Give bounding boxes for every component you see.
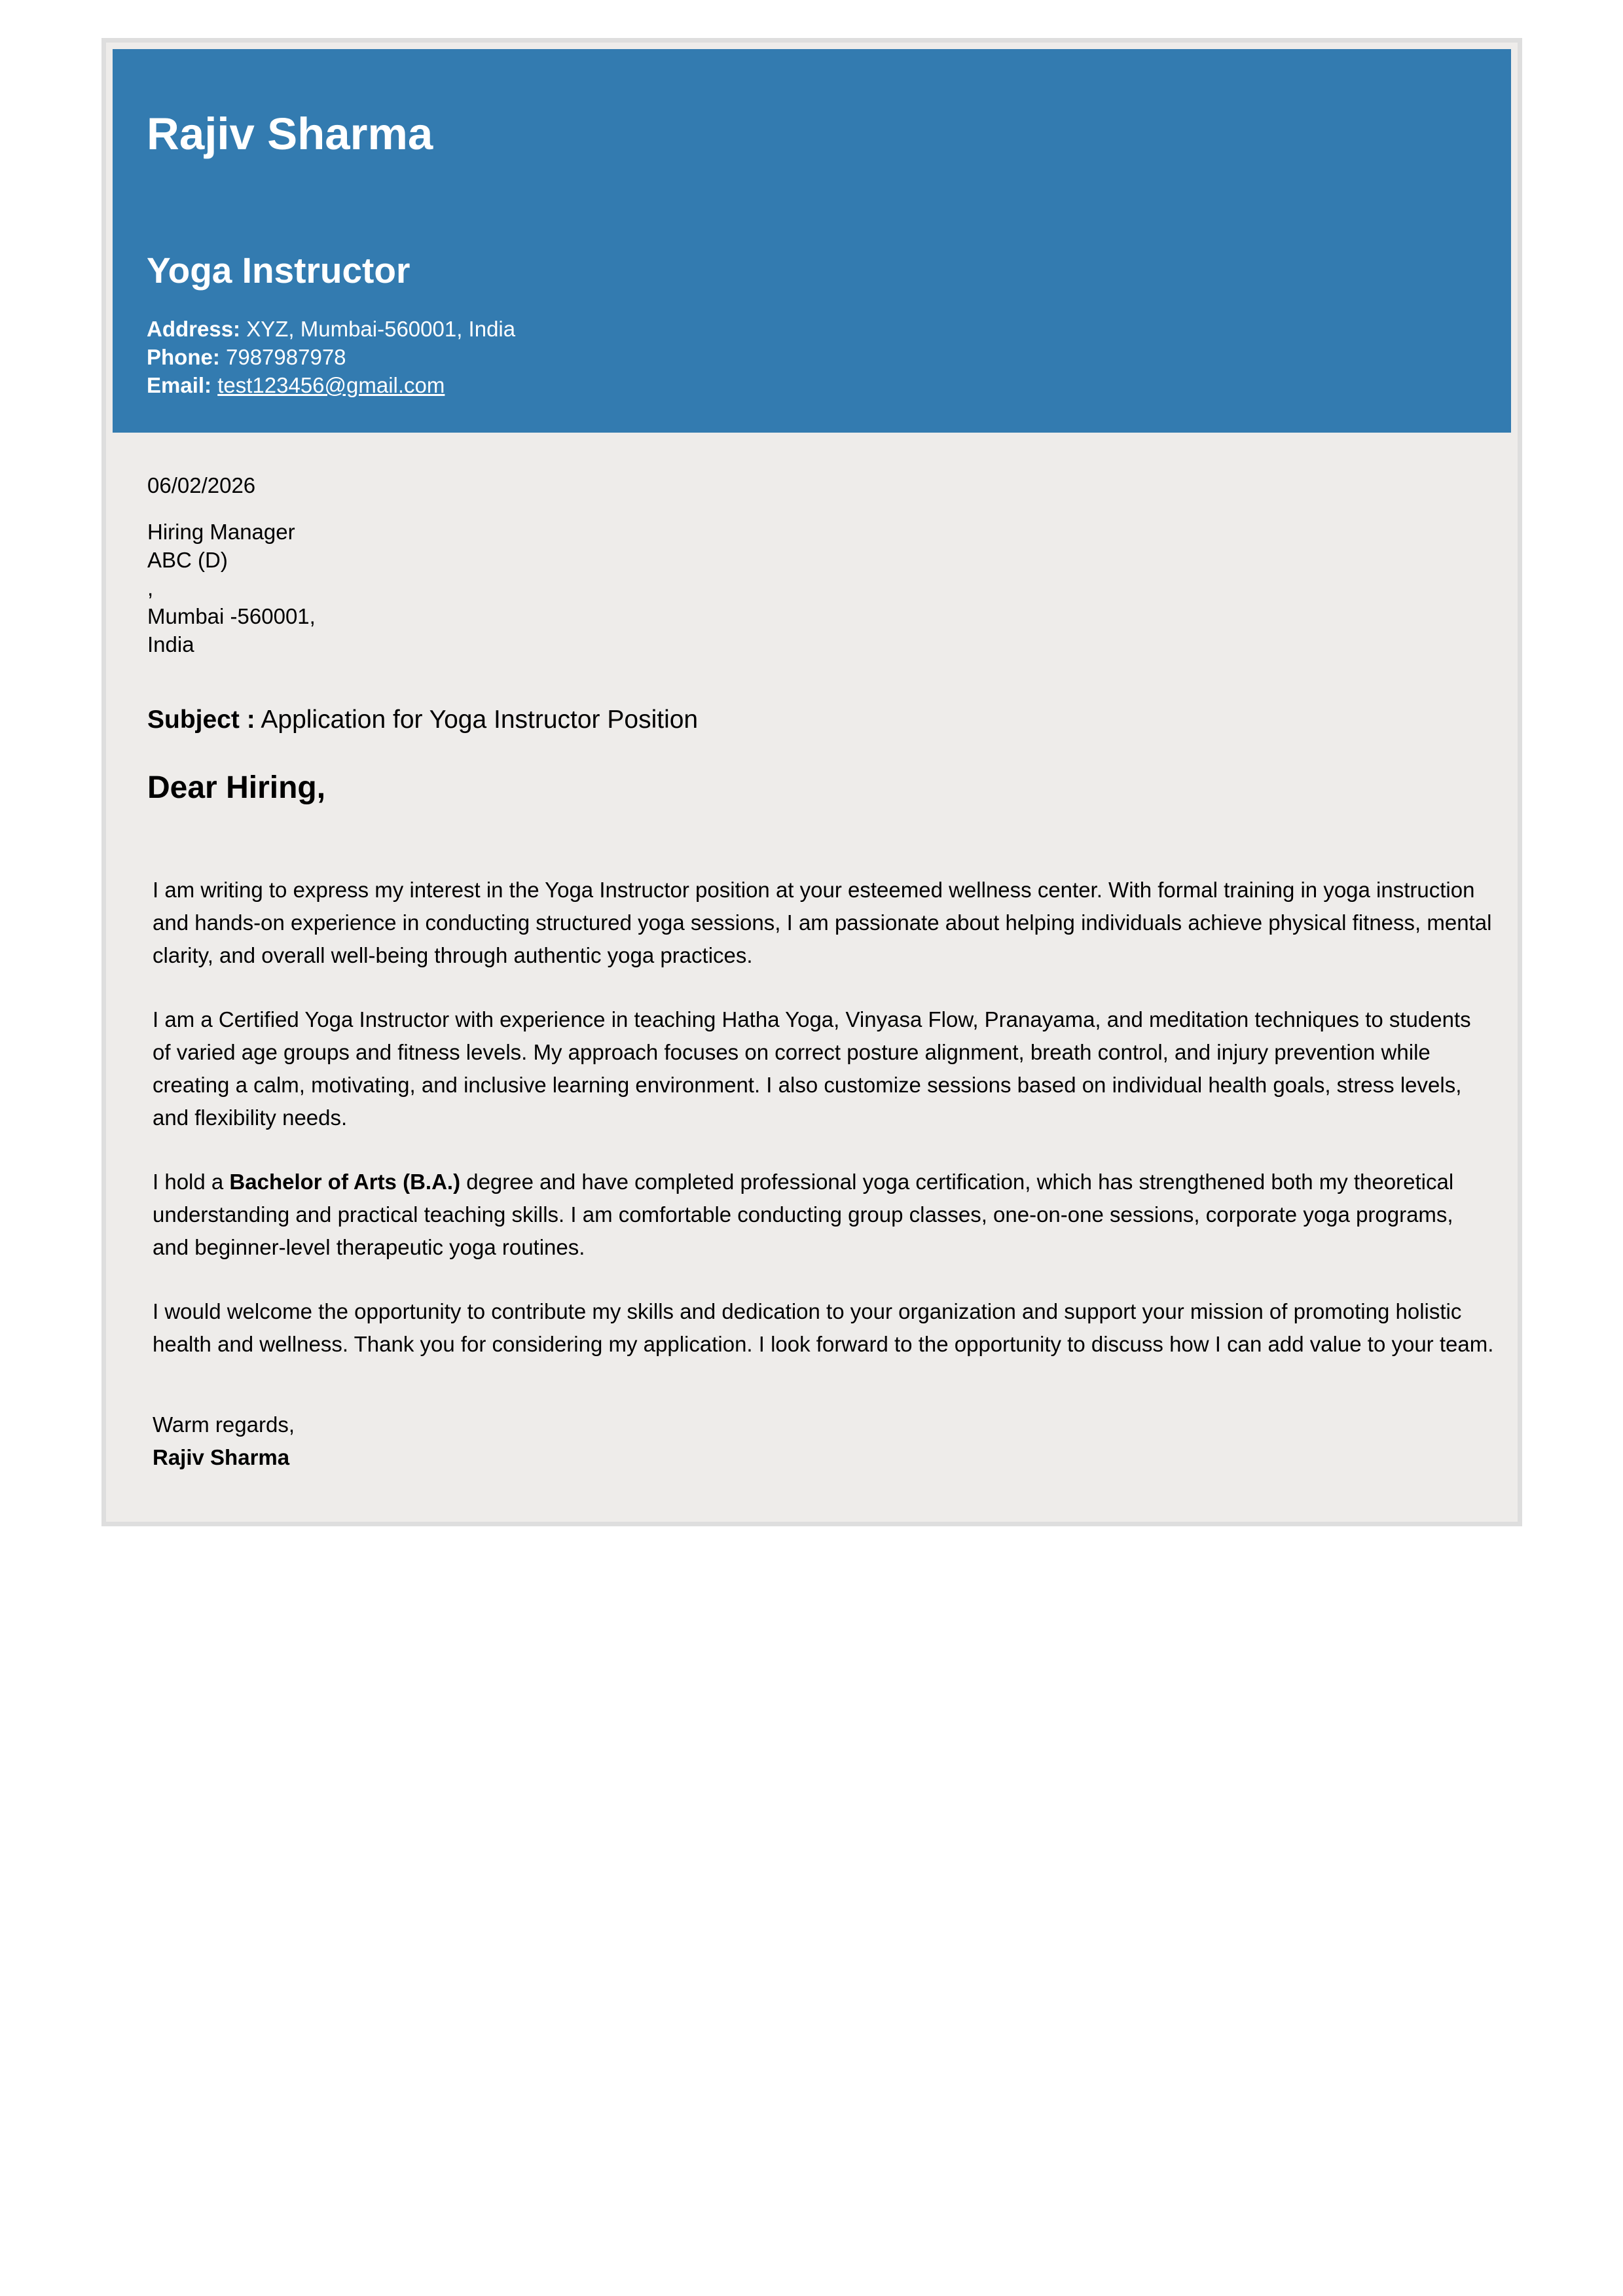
recipient-address-line: , [147,576,154,600]
degree-name: Bachelor of Arts (B.A.) [229,1170,461,1194]
body-paragraph-4: I would welcome the opportunity to contribute my skills and dedication to your organization and support your mission of promoting holistic health and wellness. Thank you for considering my application. I look forward to the opportunity to discuss how I can add value to your team. [153,1299,1494,1356]
contact-details [147,315,515,399]
letter-header [113,49,1511,433]
recipient-title: Hiring Manager [147,520,295,544]
paragraph-3-rest: degree and have completed professional yoga certification, which has strengthened both my theoretical understanding and practical teaching skills. I am comfortable conducting group classes, one-on-one sessions, corporate yoga programs, and beginner-level therapeutic yoga routines. [153,1170,1454,1259]
applicant-job-title: Yoga Instructor [147,250,410,291]
phone-value: 7987987978 [226,345,346,369]
email-label: Email: [147,373,212,397]
email-link[interactable]: test123456@gmail.com [217,373,445,397]
subject-label: Subject : [147,706,255,734]
signature-name: Rajiv Sharma [153,1445,290,1469]
letter-body [153,874,1495,1392]
phone-label: Phone: [147,345,220,369]
body-paragraph-3 [153,1166,1495,1264]
paragraph-3-intro: I hold a [153,1170,230,1194]
closing-block [153,1408,295,1474]
letter-date: 06/02/2026 [147,473,256,497]
recipient-city: Mumbai -560001, [147,604,316,628]
body-paragraph-1: I am writing to express my interest in the Yoga Instructor position at your esteemed wellness center. With formal training in yoga instruction and hands-on experience in conducting structured yoga sessions, I am passionate about helping individuals achieve physical fitness, mental clarity, and overall well-being through authentic yoga practices. [153,878,1492,967]
closing-salutation: Warm regards, [153,1412,295,1437]
recipient-company: ABC (D) [147,548,228,572]
email-line [147,371,515,399]
recipient-country: India [147,632,194,656]
applicant-name: Rajiv Sharma [147,109,433,159]
address-label: Address: [147,317,241,341]
greeting: Dear Hiring, [147,770,326,805]
cover-letter-card [101,38,1522,1526]
body-paragraph-2: I am a Certified Yoga Instructor with experience in teaching Hatha Yoga, Vinyasa Flow, Pranayama, and meditation techniques to students of varied age groups and fitness levels. My approach focuses on correct posture alignment, breath control, and injury prevention while creating a calm, motivating, and inclusive learning environment. I also customize sessions based on individual health goals, stress levels, and flexibility needs. [153,1007,1471,1130]
address-line [147,315,515,343]
address-value: XYZ, Mumbai-560001, India [246,317,516,341]
phone-line [147,343,515,371]
subject-text: Application for Yoga Instructor Position [261,706,699,734]
recipient-block [147,518,316,658]
subject-line [147,704,698,736]
